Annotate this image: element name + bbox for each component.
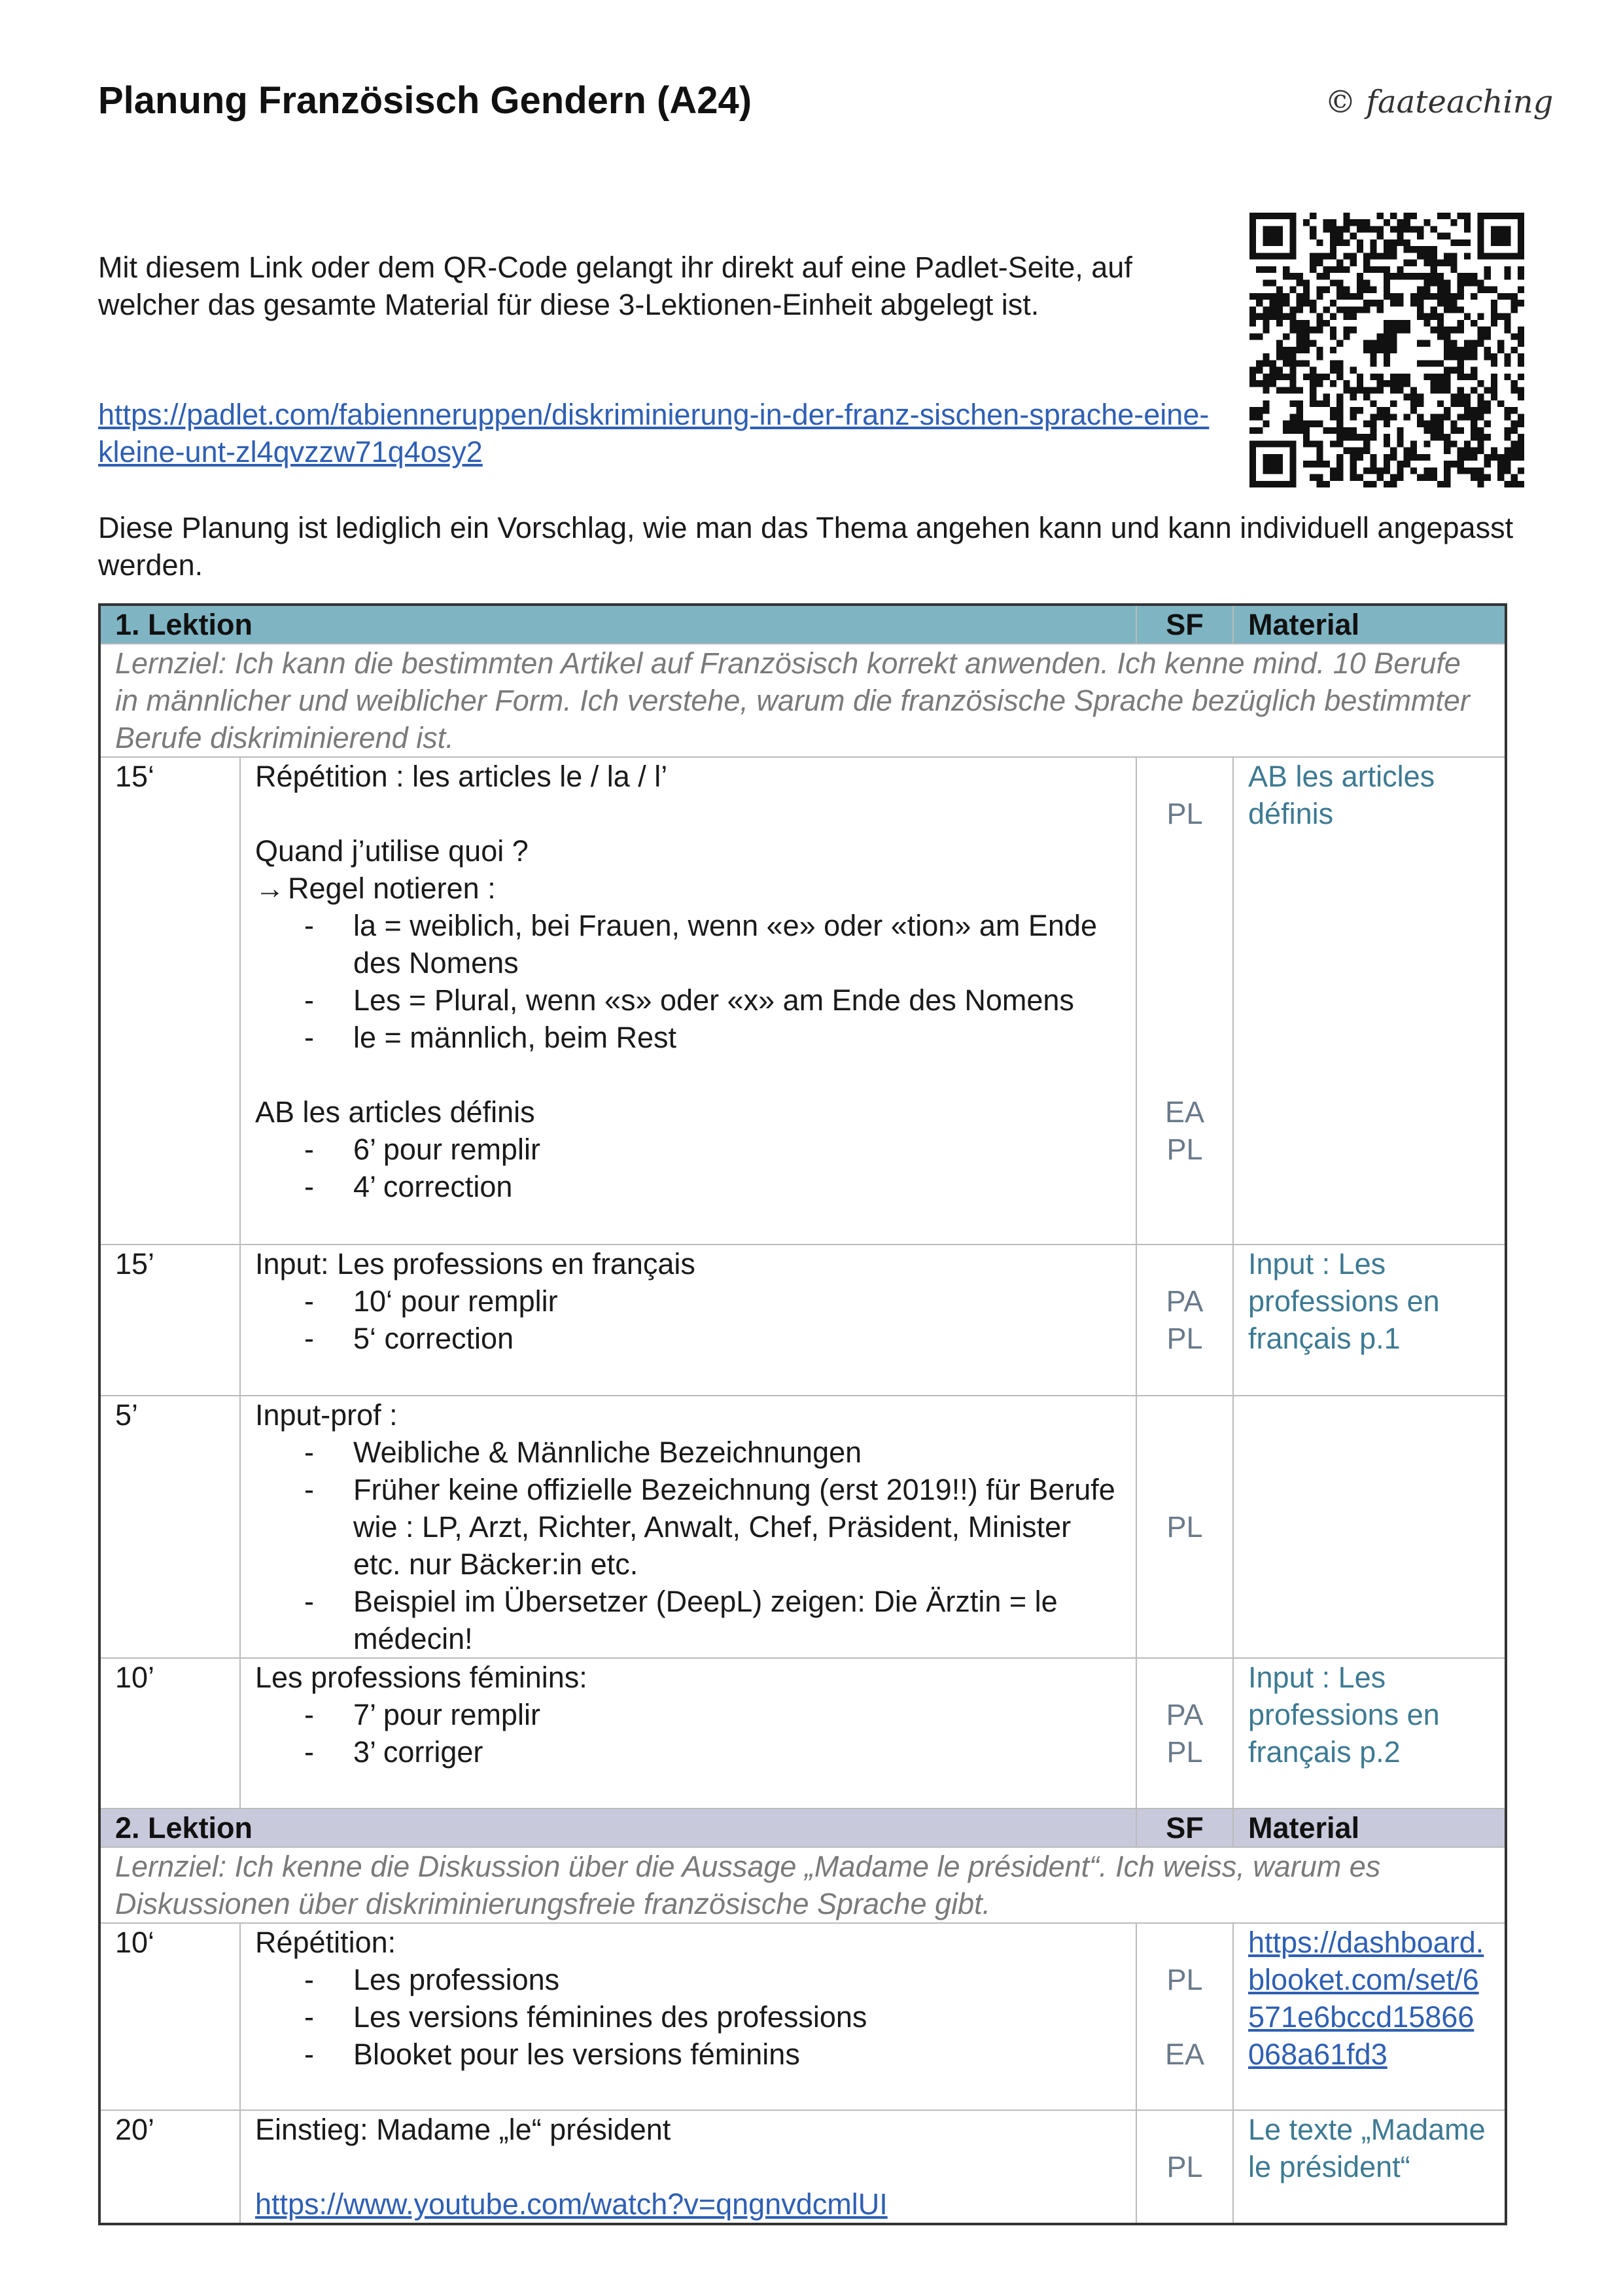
sf-value: PL (1166, 2150, 1203, 2183)
time-cell: 5’ (99, 1396, 240, 1658)
content-line: Input-prof : (255, 1398, 398, 1432)
padlet-link[interactable]: https://padlet.com/fabienneruppen/diskriminierung-in-der-franz-sischen-sprache-eine-kleine-unt-zl4qvzzw71q4osy2 (98, 398, 1210, 468)
sf-value: PL (1166, 1963, 1203, 1996)
list-item: - 5‘ correction (255, 1320, 1121, 1357)
table-row (99, 1658, 1506, 1809)
sf-header: SF (1136, 1809, 1233, 1847)
sf-value: PL (1166, 1322, 1203, 1355)
sf-cell (1136, 757, 1233, 1245)
material-cell: Input : Les professions en français p.1 (1233, 1245, 1506, 1396)
lernziel: Lernziel: Ich kann die bestimmten Artikel auf Französisch korrekt anwenden. Ich kenne mind. 10 Berufe in männlicher und weiblicher Form. Ich verstehe, warum die französische Sprache bezüglich bestimmter Berufe diskriminierend ist. (99, 644, 1506, 757)
list-item: - 6’ pour remplir (255, 1131, 1121, 1168)
lektion2-title: 2. Lektion (99, 1809, 1136, 1847)
content-cell (240, 757, 1136, 1245)
content-line: Répétition: (255, 1926, 396, 1959)
material-header: Material (1233, 1809, 1506, 1847)
youtube-link[interactable]: https://www.youtube.com/watch?v=qngnvdcmlUI (255, 2187, 888, 2221)
list-item: - Beispiel im Übersetzer (DeepL) zeigen: Die Ärztin = le médecin! (255, 1583, 1121, 1657)
dinosaur-icon (1357, 313, 1417, 374)
lektion2-header-row (99, 1809, 1506, 1847)
sf-value: PA (1166, 1284, 1204, 1318)
lesson-plan-table (98, 603, 1507, 2225)
material-cell (1233, 1396, 1506, 1658)
time-cell: 10’ (99, 1658, 240, 1809)
sf-value: PL (1166, 1735, 1203, 1769)
sf-cell (1136, 1658, 1233, 1809)
table-row (99, 1396, 1506, 1658)
list-item: - Les = Plural, wenn «s» oder «x» am Ende des Nomens (255, 981, 1121, 1019)
arrow-right-icon: → (255, 872, 285, 905)
list-item: - 7’ pour remplir (255, 1696, 1121, 1733)
lektion1-goal-row (99, 644, 1506, 757)
sf-value: PL (1166, 1510, 1203, 1544)
qr-code-icon[interactable] (1249, 213, 1524, 487)
intro-paragraph: Mit diesem Link oder dem QR-Code gelangt ihr direkt auf eine Padlet-Seite, auf welcher das gesamte Material für diese 3-Lektionen-Einheit abgelegt ist. (98, 251, 1132, 321)
content-line: Les professions féminins: (255, 1661, 587, 1694)
blooket-link[interactable]: https://dashboard.blooket.com/set/6571e6bccd15866068a61fd3 (1248, 1926, 1484, 2071)
content-line: AB les articles définis (255, 1095, 535, 1129)
material-cell (1233, 1923, 1506, 2110)
content-cell (240, 1245, 1136, 1396)
sf-cell (1136, 1245, 1233, 1396)
sf-value: PL (1166, 1133, 1203, 1166)
planning-note: Diese Planung ist lediglich ein Vorschlag, wie man das Thema angehen kann und kann individuell angepasst werden. (98, 511, 1514, 582)
sf-cell (1136, 1923, 1233, 2110)
sf-value: PL (1166, 797, 1203, 830)
sf-value: EA (1165, 2038, 1205, 2071)
table-row (99, 1245, 1506, 1396)
content-cell (240, 1658, 1136, 1809)
list-item: - Les versions féminines des professions (255, 1998, 1121, 2036)
time-cell: 15‘ (99, 757, 240, 1245)
sf-value: PA (1166, 1698, 1204, 1731)
list-item: - le = männlich, beim Rest (255, 1019, 1121, 1056)
content-line: Input: Les professions en français (255, 1247, 695, 1280)
list-item: - Les professions (255, 1961, 1121, 1998)
list-item: - Weibliche & Männliche Bezeichnungen (255, 1434, 1121, 1471)
content-line: Quand j’utilise quoi ? (255, 834, 529, 868)
time-cell: 10‘ (99, 1923, 240, 2110)
list-item: - Blooket pour les versions féminins (255, 2036, 1121, 2073)
content-cell (240, 1396, 1136, 1658)
lektion1-header-row (99, 605, 1506, 644)
list-item: - 3’ corriger (255, 1733, 1121, 1771)
content-cell (240, 1923, 1136, 2110)
time-cell: 15’ (99, 1245, 240, 1396)
sf-value: EA (1165, 1095, 1205, 1129)
intro-text (98, 249, 1210, 323)
copyright-signature: © faateaching (1325, 84, 1554, 120)
table-row (99, 1923, 1506, 2110)
content-line: Répétition : les articles le / la / l’ (255, 760, 668, 793)
content-text: Regel notieren : (288, 872, 496, 905)
material-cell: Input : Les professions en français p.2 (1233, 1658, 1506, 1809)
table-row (99, 2110, 1506, 2224)
lektion1-title: 1. Lektion (99, 605, 1136, 644)
table-row (99, 757, 1506, 1245)
material-cell: AB les articles définis (1233, 757, 1506, 1245)
lernziel: Lernziel: Ich kenne die Diskussion über die Aussage „Madame le président“. Ich weiss, warum es Diskussionen über diskriminierungsfreie französische Sprache gibt. (99, 1847, 1506, 1923)
sf-header: SF (1136, 605, 1233, 644)
time-cell: 20’ (99, 2110, 240, 2224)
content-line: Einstieg: Madame „le“ président (255, 2113, 671, 2146)
sf-cell (1136, 1396, 1233, 1658)
material-cell: Le texte „Madame le président“ (1233, 2110, 1506, 2224)
sf-cell (1136, 2110, 1233, 2224)
page-title: Planung Französisch Gendern (A24) (98, 79, 752, 122)
content-line (255, 870, 1121, 907)
lektion2-goal-row (99, 1847, 1506, 1923)
material-header: Material (1233, 605, 1506, 644)
list-item: - 10‘ pour remplir (255, 1282, 1121, 1320)
list-item: - 4’ correction (255, 1168, 1121, 1205)
list-item: - la = weiblich, bei Frauen, wenn «e» oder «tion» am Ende des Nomens (255, 907, 1121, 981)
content-cell (240, 2110, 1136, 2224)
list-item: - Früher keine offizielle Bezeichnung (erst 2019!!) für Berufe wie : LP, Arzt, Richter, Anwalt, Chef, Präsident, Minister etc. nur Bäcker:in etc. (255, 1471, 1121, 1583)
